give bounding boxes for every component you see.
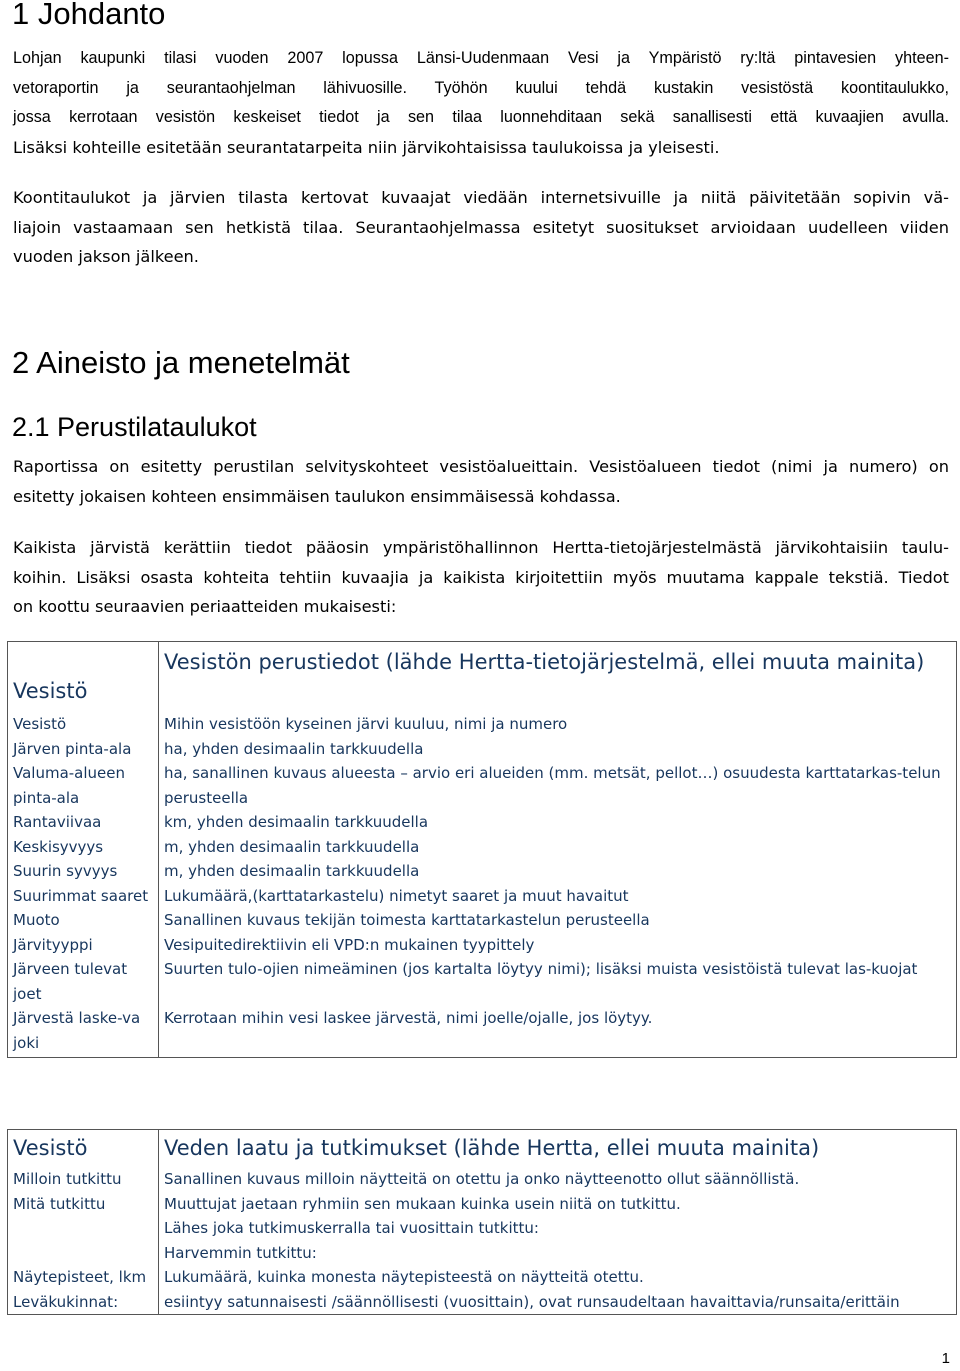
row-value: ha, sanallinen kuvaus alueesta – arvio eri alueiden (mm. metsät, pellot…) osuudesta karttatarkas-telun perusteella: [159, 761, 957, 810]
row-value-line: esiintyy satunnaisesti /säännöllisesti (vuosittain), ovat runsaudeltaan havaittavia/runsaita/erittäin: [164, 1292, 900, 1311]
water-quality-table: [7, 1129, 957, 1315]
row-label: Suurimmat saaret: [8, 884, 159, 909]
row-value: m, yhden desimaalin tarkkuudella: [159, 859, 957, 884]
text-line: Koontitaulukot ja järvien tilasta kertovat kuvaajat viedään internetsivuille ja niitä päivitetään sopivin vä-: [13, 188, 949, 207]
text-line: esitetty jokaisen kohteen ensimmäisen taulukon ensimmäisessä kohdassa.: [13, 486, 621, 506]
table-header-title: Vesistön perustiedot (lähde Hertta-tietojärjestelmä, ellei muuta mainita): [159, 642, 957, 713]
row-value-line: Muuttujat jaetaan ryhmiin sen mukaan kuinka usein niitä on tutkittu.: [164, 1194, 681, 1213]
row-label: Rantaviivaa: [8, 810, 159, 835]
row-value: Suurten tulo-ojien nimeäminen (jos kartalta löytyy nimi); lisäksi muista vesistöistä tulevat las-kuojat: [159, 957, 957, 1006]
intro-paragraph-2: [13, 183, 949, 272]
text-line: Lohjan kaupunki tilasi vuoden 2007 lopussa Länsi-Uudenmaan Vesi ja Ympäristö ry:ltä pintavesien yhteen-: [13, 49, 949, 67]
row-value-line: Lähes joka tutkimuskerralla tai vuosittain tutkittu:: [164, 1219, 539, 1237]
table-row: [8, 908, 957, 933]
text-line: vuoden jakson jälkeen.: [13, 247, 199, 266]
table-row: [8, 1167, 957, 1192]
row-value: ha, yhden desimaalin tarkkuudella: [159, 737, 957, 762]
table-row: [8, 810, 957, 835]
row-label: Järveen tulevat joet: [8, 957, 159, 1006]
row-value: Kerrotaan mihin vesi laskee järvestä, nimi joelle/ojalle, jos löytyy.: [159, 1006, 957, 1058]
table-row: [8, 1265, 957, 1290]
text-line: on koottu seuraavien periaatteiden mukaisesti:: [13, 597, 397, 616]
row-value: [159, 1290, 957, 1315]
table-row: [8, 1006, 957, 1058]
row-value: Sanallinen kuvaus tekijän toimesta karttatarkastelun perusteella: [159, 908, 957, 933]
table-header-row: [8, 1130, 957, 1168]
table-header-label: Vesistö: [8, 1130, 159, 1168]
row-value-line: Harvemmin tutkittu:: [164, 1243, 317, 1262]
row-label: Järvityyppi: [8, 933, 159, 958]
table-row: [8, 859, 957, 884]
text-line: jossa kerrotaan vesistön keskeiset tiedot ja sen tilaa luonnehditaan sekä sanallisesti että kuvaajien avulla.: [13, 108, 949, 126]
row-value: Mihin vesistöön kyseinen järvi kuuluu, nimi ja numero: [159, 712, 957, 737]
row-label: Valuma-alueen pinta-ala: [8, 761, 159, 810]
row-label: Näytepisteet, lkm: [8, 1265, 159, 1290]
row-value: km, yhden desimaalin tarkkuudella: [159, 810, 957, 835]
intro-paragraph-1: [13, 44, 949, 162]
table-row: [8, 761, 957, 810]
text-line: Kaikista järvistä kerättiin tiedot pääosin ympäristöhallinnon Hertta-tietojärjestelmästä järvikohtaisiin taulu-: [13, 538, 949, 557]
table-row: [8, 957, 957, 1006]
table-header-row: [8, 642, 957, 713]
text-line: liajoin vastaamaan sen hetkistä tilaa. Seurantaohjelmassa esitetyt suositukset arvioidaan uudelleen viiden: [13, 217, 949, 237]
table-header-label: Vesistö: [8, 642, 159, 713]
methods-paragraph-2: [13, 533, 949, 622]
section-heading-johdanto: 1 Johdanto: [12, 0, 166, 31]
row-value: [159, 1265, 957, 1290]
text-line: vetoraportin ja seurantaohjelman lähivuosille. Työhön kuului tehdä kustakin vesistöstä koontitaulukko,: [13, 78, 949, 97]
table-row: [8, 835, 957, 860]
table-row: [8, 884, 957, 909]
row-label: Järven pinta-ala: [8, 737, 159, 762]
table-row: [8, 933, 957, 958]
row-value-line: Lukumäärä, kuinka monesta näytepisteestä on näytteitä otettu.: [164, 1268, 644, 1286]
row-value-line: Sanallinen kuvaus milloin näytteitä on otettu ja onko näytteenotto ollut säännöllistä.: [164, 1170, 800, 1188]
row-label: Milloin tutkittu: [8, 1167, 159, 1192]
table-header-title: Veden laatu ja tutkimukset (lähde Hertta, ellei muuta mainita): [159, 1130, 957, 1168]
row-value: Lukumäärä,(karttatarkastelu) nimetyt saaret ja muut havaitut: [159, 884, 957, 909]
text-line: koihin. Lisäksi osasta kohteita tehtiin kuvaajia ja kaikista kirjoitettiin myös muutama kappale tekstiä. Tiedot: [13, 567, 949, 587]
table-row: [8, 1290, 957, 1315]
text-line: Raportissa on esitetty perustilan selvityskohteet vesistöalueittain. Vesistöalueen tiedot (nimi ja numero) on: [13, 457, 949, 476]
table-row: [8, 712, 957, 737]
row-label: Keskisyvyys: [8, 835, 159, 860]
row-value: m, yhden desimaalin tarkkuudella: [159, 835, 957, 860]
table-row: [8, 1192, 957, 1266]
row-label: Vesistö: [8, 712, 159, 737]
row-label: Suurin syvyys: [8, 859, 159, 884]
row-value: Vesipuitedirektiivin eli VPD:n mukainen tyypittely: [159, 933, 957, 958]
methods-paragraph-1: [13, 452, 949, 511]
row-label: Leväkukinnat:: [8, 1290, 159, 1315]
section-heading-aineisto: 2 Aineisto ja menetelmät: [12, 345, 350, 380]
text-line: Lisäksi kohteille esitetään seurantatarpeita niin järvikohtaisissa taulukoissa ja yleisesti.: [13, 137, 720, 157]
row-value: [159, 1192, 957, 1266]
row-label: Muoto: [8, 908, 159, 933]
row-label: Mitä tutkittu: [8, 1192, 159, 1266]
basic-info-table: [7, 641, 957, 1058]
subsection-heading-perustilataulukot: 2.1 Perustilataulukot: [12, 412, 257, 442]
table-row: [8, 737, 957, 762]
row-label: Järvestä laske-va joki: [8, 1006, 159, 1058]
page-number: 1: [941, 1350, 950, 1367]
row-value: [159, 1167, 957, 1192]
